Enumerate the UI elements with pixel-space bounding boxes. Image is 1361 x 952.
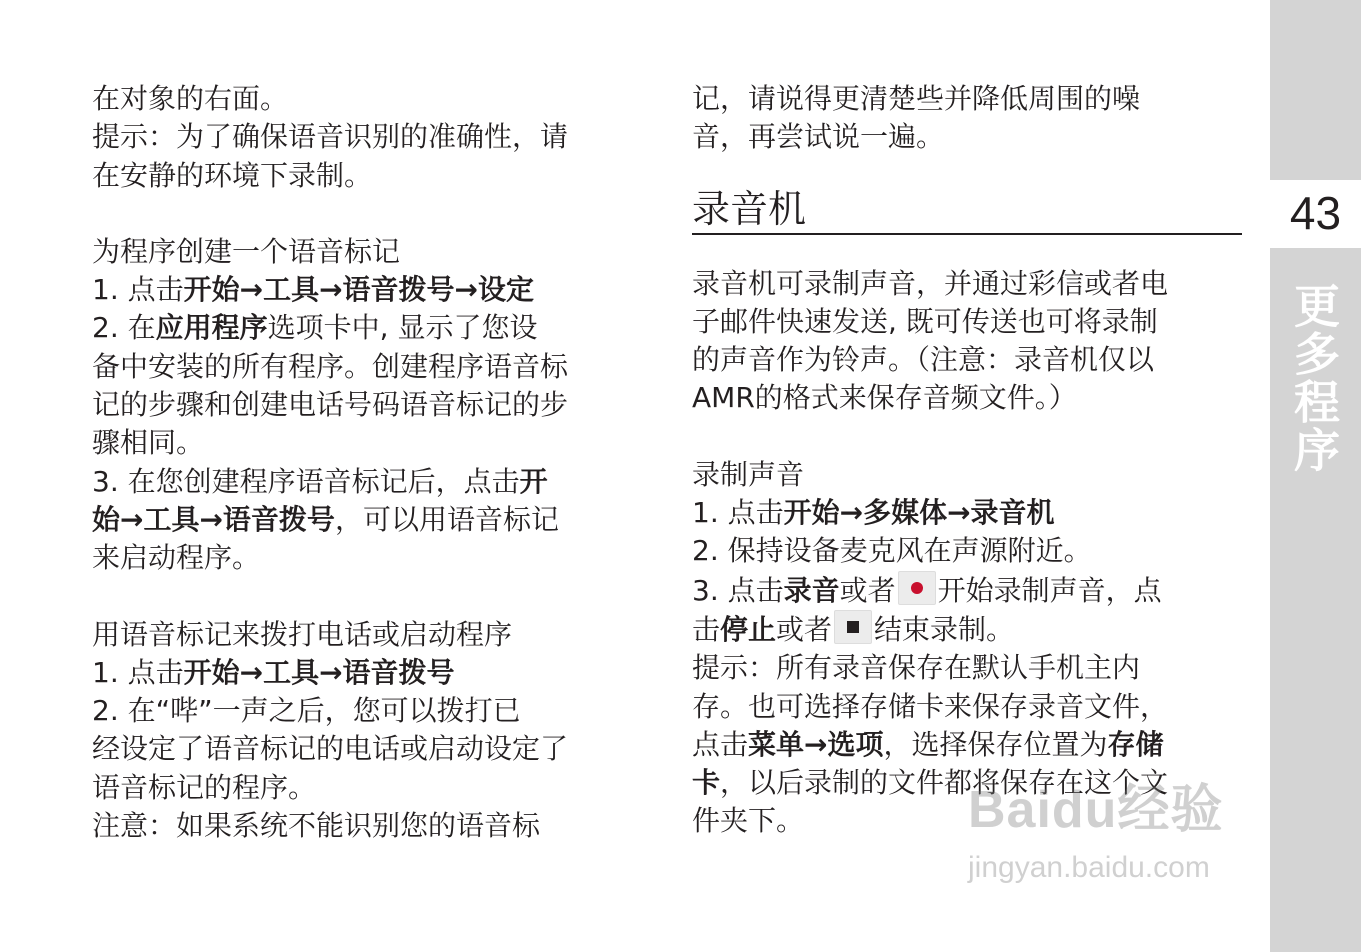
tip-line (692, 726, 1247, 764)
text-line: 语音标记的程序。 (92, 770, 317, 804)
menu-path: 开 (519, 464, 548, 498)
text-line: 在对象的右面。 (92, 82, 289, 115)
tip-line: 提示：所有录音保存在默认手机主内 (692, 651, 1141, 685)
section-tab-label: 更多程序 (1287, 282, 1341, 474)
step-text: 开始录制声音，点 (937, 573, 1162, 607)
tab-name: 应用程序 (155, 311, 268, 345)
text-line: 在安静的环境下录制。 (92, 158, 373, 192)
menu-path: 始→工具→语音拨号 (92, 502, 335, 536)
stop-label: 停止 (720, 612, 777, 646)
step-text: 选项卡中, 显示了您设 (267, 311, 538, 345)
step-text: 1. 点击 (692, 496, 784, 530)
text-line: 的声音作为铃声。（注意：录音机仅以 (692, 343, 1155, 377)
sidebar-top-band (1270, 0, 1361, 180)
storage-option: 卡 (692, 766, 721, 800)
step-line (692, 610, 1247, 649)
step-line (92, 309, 637, 347)
step-line: 2. 在“哔”一声之后，您可以拨打已 (92, 694, 521, 728)
watermark-url: jingyan.baidu.com (968, 851, 1210, 884)
step-text: 或者 (839, 573, 896, 607)
stop-icon (834, 610, 872, 644)
subheading-record-sound: 录制声音 (692, 457, 805, 491)
section-title: 录音机 (692, 187, 1242, 235)
text-line: 备中安装的所有程序。创建程序语音标 (92, 349, 569, 383)
step-text: 3. 在您创建程序语音标记后，点击 (92, 464, 520, 498)
menu-path: 开始→多媒体→录音机 (783, 496, 1055, 530)
watermark-brand: Baidu经验 (968, 781, 1224, 839)
step-text: 1. 点击 (92, 273, 184, 307)
step-text: ，可以用语音标记 (334, 502, 559, 536)
tip-line: 提示：为了确保语音识别的准确性，请 (92, 120, 569, 154)
right-column (692, 80, 1247, 841)
left-column (92, 80, 637, 845)
step-text: 击 (692, 612, 721, 646)
text-line: 来启动程序。 (92, 541, 261, 575)
record-label: 录音 (783, 573, 840, 607)
step-text: ，选择保存位置为 (883, 727, 1108, 761)
step-line (92, 463, 637, 501)
record-icon (898, 571, 936, 605)
subheading-create-program-tag: 为程序创建一个语音标记 (92, 234, 401, 268)
step-text: 1. 点击 (92, 655, 184, 689)
text-line: AMR的格式来保存音频文件。） (692, 381, 1077, 415)
text-line: 记的步骤和创建电话号码语音标记的步 (92, 388, 569, 422)
text-line: 骤相同。 (92, 426, 205, 460)
step-line (92, 654, 637, 692)
menu-path: 菜单→选项 (748, 727, 884, 761)
tip-line (692, 764, 1247, 802)
step-text: 或者 (776, 612, 833, 646)
menu-path: 开始→工具→语音拨号→设定 (183, 273, 535, 307)
storage-option: 存储 (1107, 727, 1164, 761)
text-line: 录音机可录制声音，并通过彩信或者电 (692, 266, 1169, 300)
step-line (692, 494, 1247, 532)
step-text: ，以后录制的文件都将保存在这个文 (720, 766, 1169, 800)
tip-line: 件夹下。 (692, 804, 805, 838)
note-line: 注意：如果系统不能识别您的语音标 (92, 809, 541, 843)
page-number: 43 (1289, 187, 1342, 239)
subheading-use-voice-tag: 用语音标记来拨打电话或启动程序 (92, 617, 513, 651)
step-text: 点击 (692, 727, 749, 761)
step-line: 2. 保持设备麦克风在声源附近。 (692, 534, 1092, 568)
menu-path: 开始→工具→语音拨号 (183, 655, 455, 689)
step-line (692, 571, 1247, 610)
step-text: 3. 点击 (692, 573, 784, 607)
tip-line: 存。也可选择存储卡来保存录音文件， (692, 689, 1169, 723)
text-line: 子邮件快速发送, 既可传送也可将录制 (692, 304, 1158, 338)
step-text: 2. 在 (92, 311, 156, 345)
text-line: 经设定了语音标记的电话或启动设定了 (92, 732, 569, 766)
text-line: 音，再尝试说一遍。 (692, 120, 945, 154)
step-text: 结束录制。 (874, 612, 1015, 646)
step-line (92, 271, 637, 309)
step-line (92, 501, 637, 539)
text-line: 记，请说得更清楚些并降低周围的噪 (692, 82, 1141, 115)
